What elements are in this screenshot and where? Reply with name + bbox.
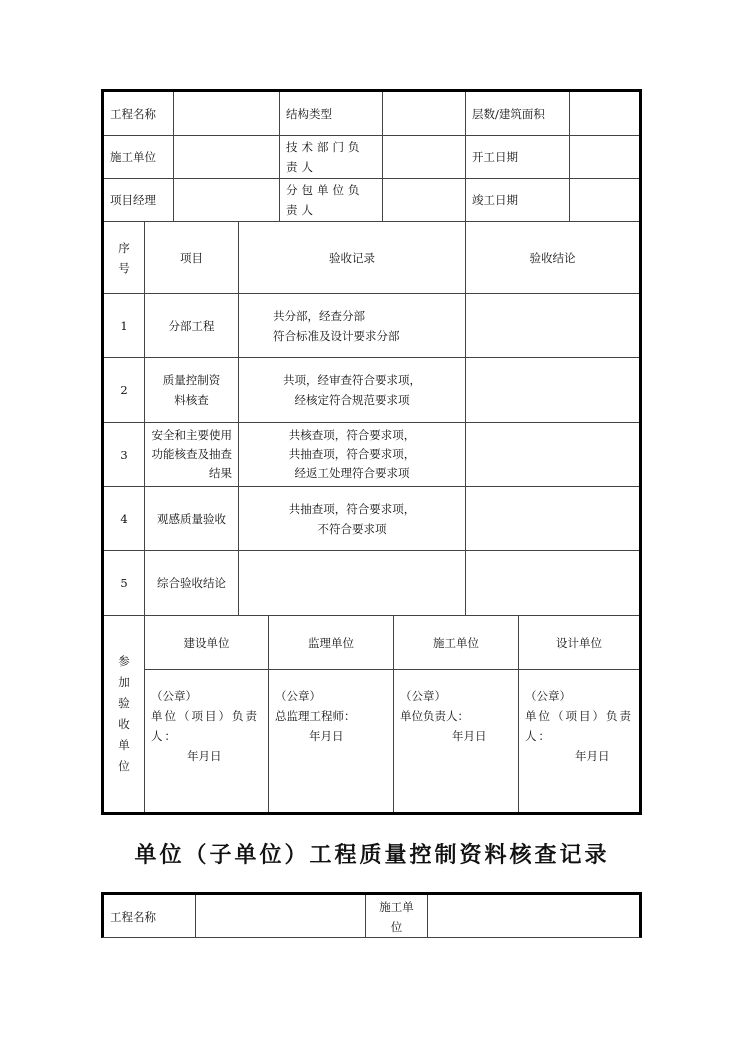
unit-signature-cell[interactable] [394,670,519,812]
floors-area-label: 层数/建筑面积 [466,92,570,136]
date-text: 年月日 [575,749,610,763]
tech-head-label: 技术部门负责人 [280,136,383,179]
seal-text: （公章） [275,689,321,703]
seal-text: （公章） [400,689,446,703]
seal-text: （公章） [525,689,571,703]
contractor-label: 施工单位 [366,895,428,938]
participants-label: 参加验收单位 [104,616,145,812]
manager-label: 项目经理 [104,179,174,222]
subcontract-head-label: 分包单位负责人 [280,179,383,222]
item-5: 综合验收结论 [145,551,239,616]
record-line: 共抽查项，符合要求项， [288,447,416,461]
seq-1: 1 [104,294,145,358]
record-line: 经返工处理符合要求项 [294,466,410,480]
record-line: 不符合要求项 [317,521,387,536]
date-text: 年月日 [309,729,344,743]
project-name-value[interactable] [174,92,280,136]
conclusion-header: 验收结论 [466,222,639,294]
item-4: 观感质量验收 [145,487,239,551]
seq-5: 5 [104,551,145,616]
seq-2: 2 [104,358,145,423]
seq-header: 序号 [104,222,145,294]
floors-area-value[interactable] [570,92,639,136]
date-text: 年月日 [452,729,487,743]
project-name-label: 工程名称 [104,92,174,136]
quality-control-table [101,892,642,938]
seq-4: 4 [104,487,145,551]
item-2: 质量控制资料核查 [145,358,239,423]
project-name-label: 工程名称 [104,895,196,938]
record-1 [239,294,466,358]
record-line: 符合标准及设计要求分部 [273,328,400,343]
unit-name: 设计单位 [519,616,639,670]
unit-signature-cell[interactable] [145,670,269,812]
completion-date-label: 竣工日期 [466,179,570,222]
acceptance-table [101,89,642,815]
seal-text: （公章） [151,689,197,703]
record-header: 验收记录 [239,222,466,294]
signer-text: 总监理工程师： [275,709,356,723]
unit-signature-cell[interactable] [519,670,639,812]
date-text: 年月日 [187,749,222,763]
item-header: 项目 [145,222,239,294]
conclusion-4[interactable] [466,487,639,551]
structure-type-value[interactable] [383,92,466,136]
contractor-value[interactable] [174,136,280,179]
record-4 [239,487,466,551]
record-5[interactable] [239,551,466,616]
record-2 [239,358,466,423]
conclusion-2[interactable] [466,358,639,423]
record-line: 共项，经审查符合要求项， [283,373,421,387]
subcontract-head-value[interactable] [383,179,466,222]
item-1: 分部工程 [145,294,239,358]
record-line: 共分部，经查分部 [273,308,365,323]
conclusion-5[interactable] [466,551,639,616]
unit-signature-cell[interactable] [269,670,394,812]
completion-date-value[interactable] [570,179,639,222]
record-line: 共核查项，符合要求项， [288,428,416,442]
conclusion-1[interactable] [466,294,639,358]
record-line: 共抽查项，符合要求项， [288,501,416,516]
seq-3: 3 [104,423,145,487]
start-date-value[interactable] [570,136,639,179]
record-3 [239,423,466,487]
project-name-value[interactable] [196,895,366,938]
unit-name: 监理单位 [269,616,394,670]
manager-value[interactable] [174,179,280,222]
contractor-label: 施工单位 [104,136,174,179]
record-line: 经核定符合规范要求项 [294,393,410,407]
structure-type-label: 结构类型 [280,92,383,136]
tech-head-value[interactable] [383,136,466,179]
unit-name: 施工单位 [394,616,519,670]
unit-name: 建设单位 [145,616,269,670]
signer-text: 单位负责人： [400,709,469,723]
contractor-value[interactable] [428,895,639,938]
start-date-label: 开工日期 [466,136,570,179]
conclusion-3[interactable] [466,423,639,487]
signer-text: 单位（项目）负责人： [151,709,259,743]
item-3: 安全和主要使用功能核查及抽查结果 [145,423,239,487]
section-title: 单位（子单位）工程质量控制资料核查记录 [134,842,610,868]
signer-text: 单位（项目）负责人： [525,709,633,743]
